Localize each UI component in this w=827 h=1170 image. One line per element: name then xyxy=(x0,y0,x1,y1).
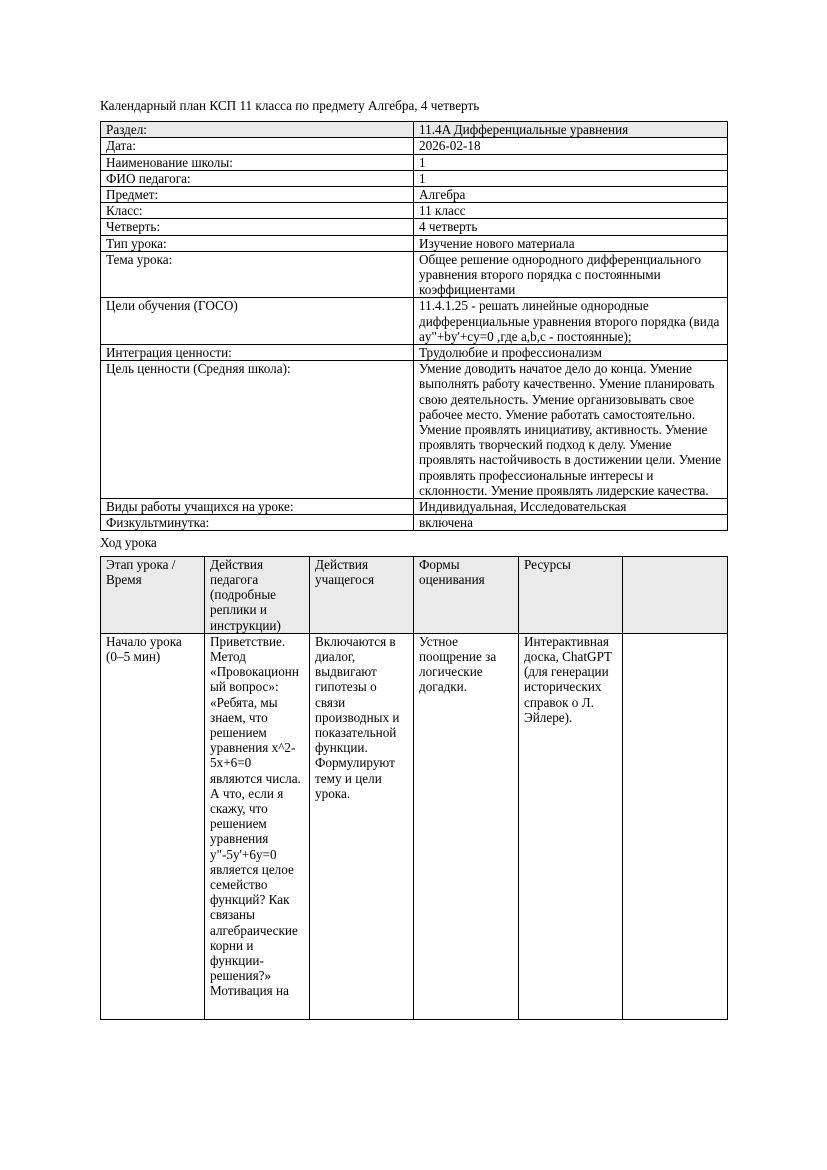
info-row-value: 1 xyxy=(414,154,728,170)
lesson-column-header: Формы оценивания xyxy=(414,556,519,633)
lesson-cell-resources xyxy=(519,633,623,1019)
info-row-label: ФИО педагога: xyxy=(101,170,414,186)
info-row-label: Четверть: xyxy=(101,219,414,235)
lesson-table-row xyxy=(101,633,728,1019)
info-table-body xyxy=(101,122,728,531)
lesson-cell-text: Интерактивная доска, ChatGPT (для генерации исторических справок о Л. Эйлере). xyxy=(524,633,612,725)
info-table-row xyxy=(101,251,728,298)
info-table-row xyxy=(101,298,728,345)
info-row-label: Тема урока: xyxy=(101,251,414,298)
info-row-label: Цель ценности (Средняя школа): xyxy=(101,361,414,499)
lesson-column-header: Действия педагога (подробные реплики и инструкции) xyxy=(205,556,310,633)
lesson-cell-text: Начало урока (0–5 мин) xyxy=(106,633,182,664)
lesson-cell-teacher xyxy=(205,633,310,1019)
lesson-flow-table xyxy=(100,556,728,1020)
info-row-value: 4 четверть xyxy=(414,219,728,235)
info-table-row xyxy=(101,235,728,251)
lesson-column-header: Этап урока / Время xyxy=(101,556,205,633)
info-table-row xyxy=(101,187,728,203)
page-title: Календарный план КСП 11 класса по предмету Алгебра, 4 четверть xyxy=(100,98,480,113)
info-row-label: Виды работы учащихся на уроке: xyxy=(101,499,414,515)
lesson-cell-text: Включаются в диалог, выдвигают гипотезы о связи производных и показательной функции. Формулируют тему и цели урока. xyxy=(315,633,400,801)
info-table-row xyxy=(101,361,728,499)
info-row-value: 11 класс xyxy=(414,203,728,219)
section-heading: Ход урока xyxy=(100,535,157,551)
lesson-table-header-row xyxy=(101,556,728,633)
info-row-label: Наименование школы: xyxy=(101,154,414,170)
info-table-row xyxy=(101,499,728,515)
info-row-label: Физкультминутка: xyxy=(101,515,414,531)
info-row-value: 2026-02-18 xyxy=(414,138,728,154)
lesson-column-header: Действия учащегося xyxy=(310,556,414,633)
lesson-column-header xyxy=(623,556,728,633)
info-table-row xyxy=(101,515,728,531)
info-row-value: Общее решение однородного дифференциального уравнения второго порядка с постоянными коэффициентами xyxy=(414,251,728,298)
info-row-value: Умение доводить начатое дело до конца. Умение выполнять работу качественно. Умение планировать свою деятельность. Умение организовывать свое рабочее место. Умение работать самостоятельно. Умение проявлять инициативу, активность. Умение проявлять творческий подход к делу. Умение проявлять настойчивость в достижении цели. Умение проявлять профессиональные интересы и склонности. Умение проявлять лидерские качества. xyxy=(414,361,728,499)
info-row-value: 11.4A Дифференциальные уравнения xyxy=(414,122,728,138)
info-row-label: Интеграция ценности: xyxy=(101,345,414,361)
info-row-label: Дата: xyxy=(101,138,414,154)
info-table-row xyxy=(101,122,728,138)
info-table-row xyxy=(101,203,728,219)
info-table-row xyxy=(101,154,728,170)
lesson-cell-extra xyxy=(623,633,728,1019)
lesson-info-table xyxy=(100,121,728,531)
info-table-row xyxy=(101,219,728,235)
info-row-value: Алгебра xyxy=(414,187,728,203)
lesson-cell-assessment xyxy=(414,633,519,1019)
info-table-row xyxy=(101,345,728,361)
info-row-label: Раздел: xyxy=(101,122,414,138)
lesson-cell-student xyxy=(310,633,414,1019)
info-row-value: 11.4.1.25 - решать линейные однородные дифференциальные уравнения второго порядка (вида ay"+by'+cy=0 ,где a,b,c - постоянные); xyxy=(414,298,728,345)
lesson-table-body xyxy=(101,633,728,1019)
info-row-value: Трудолюбие и профессионализм xyxy=(414,345,728,361)
info-row-value: Индивидуальная, Исследовательская xyxy=(414,499,728,515)
lesson-cell-stage xyxy=(101,633,205,1019)
info-table-row xyxy=(101,138,728,154)
lesson-column-header: Ресурсы xyxy=(519,556,623,633)
info-row-label: Тип урока: xyxy=(101,235,414,251)
info-table-row xyxy=(101,170,728,186)
info-row-value: Изучение нового материала xyxy=(414,235,728,251)
lesson-cell-text: Приветствие. Метод «Провокационный вопрос»: «Ребята, мы знаем, что решением уравнения x^2-5x+6=0 являются числа. А что, если я скажу, что решением уравнения y"-5y'+6y=0 является целое семейство функций? Как связаны алгебраические корни и функции-решения?» Мотивация на xyxy=(210,633,301,999)
info-row-value: 1 xyxy=(414,170,728,186)
lesson-cell-text: Устное поощрение за логические догадки. xyxy=(419,633,497,695)
info-row-value: включена xyxy=(414,515,728,531)
info-row-label: Предмет: xyxy=(101,187,414,203)
info-row-label: Цели обучения (ГОСО) xyxy=(101,298,414,345)
info-row-label: Класс: xyxy=(101,203,414,219)
